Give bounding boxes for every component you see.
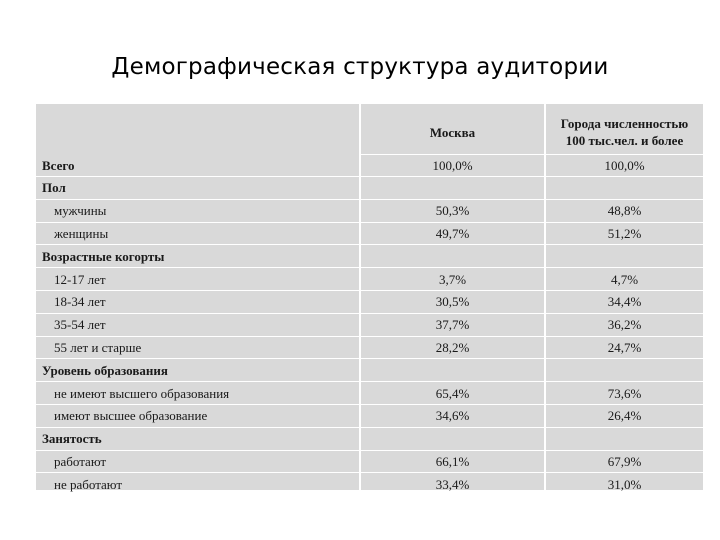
moscow-value: 34,6%: [360, 404, 545, 427]
cities-value: 36,2%: [545, 313, 703, 336]
table-row: [36, 404, 703, 427]
table-row: [36, 268, 703, 291]
moscow-value: 28,2%: [360, 336, 545, 359]
group-empty-cell: [545, 427, 703, 450]
table-row: [36, 199, 703, 222]
table-header-row: [36, 104, 703, 155]
cities-value: 73,6%: [545, 382, 703, 405]
table-row: [36, 473, 703, 496]
demographics-table: [36, 104, 703, 496]
group-label: Пол: [36, 177, 360, 200]
slide-title: Демографическая структура аудитории: [111, 54, 609, 80]
moscow-value: 49,7%: [360, 222, 545, 245]
group-label: Уровень образования: [36, 359, 360, 382]
table-row: [36, 382, 703, 405]
row-label: 55 лет и старше: [36, 336, 360, 359]
moscow-value: 33,4%: [360, 473, 545, 496]
group-empty-cell: [360, 245, 545, 268]
group-empty-cell: [360, 359, 545, 382]
group-empty-cell: [360, 427, 545, 450]
group-label: Возрастные когорты: [36, 245, 360, 268]
demographics-table-container: [36, 104, 703, 490]
cities-value: 31,0%: [545, 473, 703, 496]
group-header-row: [36, 177, 703, 200]
row-label: не имеют высшего образования: [36, 382, 360, 405]
total-label: Всего: [36, 155, 360, 177]
row-label: 18-34 лет: [36, 290, 360, 313]
group-header-row: [36, 359, 703, 382]
row-label: женщины: [36, 222, 360, 245]
header-cities: Города численностью 100 тыс.чел. и более: [545, 104, 703, 155]
row-label: имеют высшее образование: [36, 404, 360, 427]
group-empty-cell: [360, 177, 545, 200]
header-label-column: [36, 104, 360, 155]
row-label: мужчины: [36, 199, 360, 222]
table-row: [36, 336, 703, 359]
table-row: [36, 290, 703, 313]
cities-value: 48,8%: [545, 199, 703, 222]
cities-value: 4,7%: [545, 268, 703, 291]
group-empty-cell: [545, 245, 703, 268]
table-row: [36, 222, 703, 245]
moscow-value: 65,4%: [360, 382, 545, 405]
row-label: 12-17 лет: [36, 268, 360, 291]
cities-value: 34,4%: [545, 290, 703, 313]
group-empty-cell: [545, 359, 703, 382]
group-empty-cell: [545, 177, 703, 200]
table-body: [36, 155, 703, 496]
total-moscow: 100,0%: [360, 155, 545, 177]
cities-value: 51,2%: [545, 222, 703, 245]
cities-value: 67,9%: [545, 450, 703, 473]
group-header-row: [36, 427, 703, 450]
table-row: [36, 450, 703, 473]
header-moscow: Москва: [360, 104, 545, 155]
moscow-value: 3,7%: [360, 268, 545, 291]
moscow-value: 50,3%: [360, 199, 545, 222]
row-label: 35-54 лет: [36, 313, 360, 336]
moscow-value: 30,5%: [360, 290, 545, 313]
moscow-value: 66,1%: [360, 450, 545, 473]
cities-value: 26,4%: [545, 404, 703, 427]
group-label: Занятость: [36, 427, 360, 450]
row-label: не работают: [36, 473, 360, 496]
total-cities: 100,0%: [545, 155, 703, 177]
total-row: [36, 155, 703, 177]
cities-value: 24,7%: [545, 336, 703, 359]
moscow-value: 37,7%: [360, 313, 545, 336]
row-label: работают: [36, 450, 360, 473]
group-header-row: [36, 245, 703, 268]
table-row: [36, 313, 703, 336]
